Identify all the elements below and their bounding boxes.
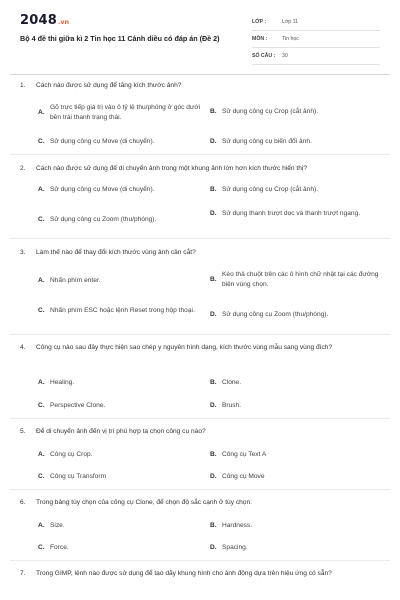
option-text: Sử dụng công cụ Zoom (thu/phóng). (50, 216, 157, 223)
question-number: 3. (20, 249, 26, 256)
option-2a[interactable] (38, 185, 208, 195)
question-2 (20, 164, 382, 174)
option-letter: D. (210, 138, 217, 146)
option-3a[interactable] (38, 276, 208, 286)
option-text: Nhấn phím ESC hoặc lệnh Reset trong hộp thoại. (50, 307, 195, 314)
exam-meta (252, 14, 380, 65)
question-separator (10, 154, 390, 155)
option-letter: A. (38, 109, 45, 116)
option-1c[interactable] (38, 137, 208, 147)
option-letter: B. (210, 108, 217, 116)
option-text: Healing. (50, 379, 75, 386)
question-4 (20, 343, 382, 353)
option-letter: A. (38, 522, 45, 530)
option-1a[interactable] (38, 103, 208, 122)
option-4b[interactable] (210, 378, 380, 388)
option-6b[interactable] (210, 521, 380, 531)
question-number: 4. (20, 344, 26, 351)
question-separator (10, 418, 390, 419)
option-letter: B. (210, 522, 217, 530)
option-text: Sử dụng công cụ Crop (cắt ảnh). (222, 186, 319, 193)
question-text: Cách nào được sử dụng để di chuyển ảnh trong một khung ảnh lớn hơn kích thước hiển thị? (36, 165, 308, 172)
option-3c[interactable] (38, 306, 208, 316)
option-3d[interactable] (210, 310, 380, 320)
option-text: Sử dụng công cụ biến đổi ảnh. (222, 138, 312, 145)
meta-row-count (252, 48, 380, 65)
option-letter: C. (38, 216, 45, 224)
meta-key: MÔN : (252, 36, 268, 42)
question-text: Làm thế nào để thay đổi kích thước vùng ảnh cần cắt? (36, 249, 196, 256)
option-text: Sử dụng công cụ Move (di chuyển). (50, 186, 155, 193)
option-text: Công cụ Text A (222, 451, 267, 458)
option-text: Brush. (222, 402, 242, 409)
option-5b[interactable] (210, 450, 380, 460)
option-letter: C. (38, 473, 45, 481)
option-letter: D. (210, 311, 217, 319)
question-1 (20, 81, 382, 91)
option-text: Sử dụng thanh trượt dọc và thanh trượt ngang. (222, 210, 361, 217)
option-letter: D. (210, 210, 217, 218)
option-letter: C. (38, 307, 45, 315)
option-6a[interactable] (38, 521, 208, 531)
question-separator (10, 334, 390, 335)
option-2b[interactable] (210, 185, 380, 195)
option-6d[interactable] (210, 543, 380, 553)
option-1b[interactable] (210, 107, 380, 117)
option-letter: A. (38, 277, 45, 285)
question-number: 6. (20, 499, 26, 506)
site-logo[interactable] (20, 13, 69, 28)
option-1d[interactable] (210, 137, 380, 147)
question-separator (10, 560, 390, 561)
option-text: Sử dụng công cụ Move (di chuyển). (50, 138, 155, 145)
option-6c[interactable] (38, 543, 208, 553)
question-number: 2. (20, 165, 26, 172)
logo-suffix: .vn (57, 19, 70, 26)
question-separator (10, 238, 390, 239)
logo-text: 2048 (20, 13, 57, 28)
option-letter: C. (38, 138, 45, 146)
option-letter: A. (38, 186, 45, 194)
option-text: Size. (50, 522, 65, 529)
meta-row-class (252, 14, 380, 31)
meta-value: 30 (282, 53, 288, 59)
option-text: Hardness. (222, 522, 253, 529)
option-letter: D. (210, 402, 217, 410)
option-text: Sử dụng công cụ Zoom (thu/phóng). (222, 311, 329, 318)
option-letter: B. (210, 379, 217, 387)
meta-value: Lớp 11 (282, 19, 298, 25)
header-divider (10, 74, 390, 75)
option-text: Force. (50, 544, 69, 551)
option-text: Kéo thả chuột trên các ô hình chữ nhật tại các đường biên vùng chọn. (222, 271, 379, 288)
page-title: Bộ 4 đề thi giữa kì 2 Tin học 11 Cánh diều có đáp án (Đề 2) (20, 34, 220, 43)
option-2c[interactable] (38, 215, 208, 225)
question-3 (20, 248, 382, 258)
option-text: Công cụ Crop. (50, 451, 93, 458)
question-text: Để di chuyển ảnh đến vị trí phù hợp ta chọn công cụ nào? (36, 428, 206, 435)
question-5 (20, 427, 382, 437)
option-text: Perspective Clone. (50, 402, 106, 409)
option-text: Sử dụng công cụ Crop (cắt ảnh). (222, 108, 319, 115)
question-7 (20, 569, 382, 579)
question-number: 5. (20, 428, 26, 435)
option-letter: B. (210, 276, 217, 283)
question-6 (20, 498, 382, 508)
option-letter: D. (210, 473, 217, 481)
question-number: 1. (20, 82, 26, 89)
option-4d[interactable] (210, 401, 380, 411)
question-text: Trong bảng tùy chọn của công cụ Clone, để chọn độ sắc cạnh ở tùy chọn: (36, 499, 252, 506)
meta-key: SỐ CÂU : (252, 53, 276, 59)
option-2d[interactable] (210, 209, 380, 219)
option-text: Gõ trực tiếp giá trị vào ô tỷ lệ thu/phóng ở góc dưới bên trái thanh trạng thái. (50, 104, 201, 121)
question-separator (10, 489, 390, 490)
option-5d[interactable] (210, 472, 380, 482)
option-letter: A. (38, 379, 45, 387)
option-letter: B. (210, 451, 217, 459)
option-letter: B. (210, 186, 217, 194)
option-letter: A. (38, 451, 45, 459)
option-text: Công cụ Move (222, 473, 265, 480)
option-5a[interactable] (38, 450, 208, 460)
option-4a[interactable] (38, 378, 208, 388)
question-text: Trong GIMP, lệnh nào được sử dụng để tạo dãy khung hình cho ảnh động dựa trên hiệu ứng có sẵn? (36, 570, 332, 577)
option-letter: C. (38, 544, 45, 552)
option-5c[interactable] (38, 472, 208, 482)
option-4c[interactable] (38, 401, 208, 411)
option-letter: C. (38, 402, 45, 410)
option-text: Nhấn phím enter. (50, 277, 101, 284)
meta-row-subject (252, 31, 380, 48)
meta-key: LỚP : (252, 19, 267, 25)
option-text: Clone. (222, 379, 242, 386)
option-text: Công cụ Transform (50, 473, 107, 480)
question-text: Cách nào được sử dụng để tăng kích thước ảnh? (36, 82, 182, 89)
meta-value: Tin học (282, 36, 299, 42)
question-text: Công cụ nào sau đây thực hiện sao chép y nguyên hình dạng, kích thước vùng mẫu sang vùng đích? (36, 344, 333, 351)
option-text: Spacing. (222, 544, 248, 551)
page-header (0, 0, 400, 72)
question-number: 7. (20, 570, 26, 577)
option-letter: D. (210, 544, 217, 552)
option-3b[interactable] (210, 270, 380, 289)
